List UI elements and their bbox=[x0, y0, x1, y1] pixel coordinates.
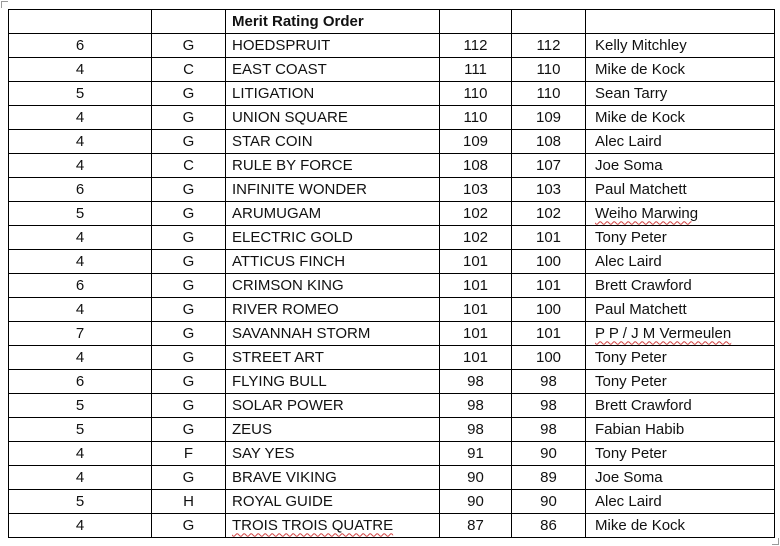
merit-rating-cell[interactable] bbox=[512, 34, 586, 58]
trainer-cell[interactable] bbox=[586, 130, 775, 154]
table-row bbox=[9, 514, 775, 538]
horse-name-cell[interactable] bbox=[226, 82, 440, 106]
sex-cell[interactable] bbox=[152, 490, 226, 514]
rating-cell[interactable] bbox=[440, 202, 512, 226]
table-row bbox=[9, 394, 775, 418]
trainer-cell-text: Kelly Mitchley bbox=[595, 36, 687, 54]
table-row bbox=[9, 346, 775, 370]
horse-name-cell-text: RIVER ROMEO bbox=[232, 300, 339, 318]
age-cell[interactable] bbox=[9, 178, 152, 202]
age-cell[interactable] bbox=[9, 298, 152, 322]
sex-cell-text: C bbox=[183, 60, 194, 78]
rating-cell-text: 111 bbox=[464, 60, 487, 78]
sex-cell-text: G bbox=[182, 180, 195, 198]
trainer-cell-text: Tony Peter bbox=[595, 444, 667, 462]
trainer-cell[interactable] bbox=[586, 58, 775, 82]
rating-cell-text: 98 bbox=[467, 372, 484, 390]
rating-cell[interactable] bbox=[440, 130, 512, 154]
sex-cell-text: G bbox=[182, 348, 195, 366]
trainer-cell-text: Mike de Kock bbox=[595, 516, 686, 534]
age-cell-text: 6 bbox=[75, 180, 85, 198]
horse-name-cell[interactable] bbox=[226, 394, 440, 418]
merit-rating-cell[interactable] bbox=[512, 250, 586, 274]
merit-rating-cell-text: 101 bbox=[535, 276, 562, 294]
sex-cell-text: G bbox=[182, 204, 195, 222]
age-cell[interactable] bbox=[9, 514, 152, 538]
table-row bbox=[9, 154, 775, 178]
sex-cell[interactable] bbox=[152, 106, 226, 130]
horse-name-cell[interactable] bbox=[226, 202, 440, 226]
sex-cell[interactable] bbox=[152, 466, 226, 490]
trainer-cell-text: Sean Tarry bbox=[595, 84, 668, 102]
age-cell-text: 4 bbox=[75, 444, 85, 462]
sex-cell[interactable] bbox=[152, 34, 226, 58]
merit-rating-cell[interactable] bbox=[512, 226, 586, 250]
sex-cell[interactable] bbox=[152, 82, 226, 106]
age-cell[interactable] bbox=[9, 250, 152, 274]
rating-cell[interactable] bbox=[440, 514, 512, 538]
sex-cell-text: G bbox=[182, 108, 195, 126]
horse-name-cell-text: UNION SQUARE bbox=[232, 108, 348, 126]
merit-rating-cell-text: 98 bbox=[540, 396, 557, 414]
horse-name-cell-text: INFINITE WONDER bbox=[232, 180, 367, 198]
sex-cell[interactable] bbox=[152, 346, 226, 370]
table-body bbox=[9, 10, 775, 538]
age-cell-text: 4 bbox=[75, 156, 85, 174]
age-cell-text: 4 bbox=[75, 228, 85, 246]
header-cell-age[interactable] bbox=[9, 10, 152, 34]
trainer-cell-text: Paul Matchett bbox=[595, 180, 687, 198]
age-cell[interactable] bbox=[9, 442, 152, 466]
sex-cell[interactable] bbox=[152, 370, 226, 394]
trainer-cell-text: Brett Crawford bbox=[595, 396, 692, 414]
trainer-cell[interactable] bbox=[586, 322, 775, 346]
merit-rating-cell-text: 110 bbox=[536, 60, 561, 78]
sex-cell-text: F bbox=[183, 444, 194, 462]
merit-rating-cell[interactable] bbox=[512, 58, 586, 82]
header-cell-rating[interactable] bbox=[440, 10, 512, 34]
sex-cell-text: G bbox=[182, 372, 195, 390]
rating-cell-text: 91 bbox=[467, 444, 484, 462]
trainer-cell[interactable] bbox=[586, 34, 775, 58]
sex-cell-text: G bbox=[182, 516, 195, 534]
sex-cell-text: G bbox=[182, 252, 195, 270]
rating-cell[interactable] bbox=[440, 394, 512, 418]
rating-cell-text: 101 bbox=[462, 324, 489, 342]
sex-cell-text: C bbox=[183, 156, 194, 174]
table-move-handle[interactable] bbox=[1, 1, 8, 8]
merit-rating-cell-text: 107 bbox=[535, 156, 562, 174]
sex-cell-text: G bbox=[182, 36, 195, 54]
horse-name-cell-text: ELECTRIC GOLD bbox=[232, 228, 353, 246]
merit-rating-cell[interactable] bbox=[512, 322, 586, 346]
age-cell[interactable] bbox=[9, 226, 152, 250]
merit-rating-cell-text: 108 bbox=[535, 132, 562, 150]
horse-name-cell[interactable] bbox=[226, 370, 440, 394]
merit-rating-cell-text: 98 bbox=[540, 420, 557, 438]
table-row bbox=[9, 418, 775, 442]
sex-cell[interactable] bbox=[152, 418, 226, 442]
trainer-cell[interactable] bbox=[586, 250, 775, 274]
rating-cell[interactable] bbox=[440, 442, 512, 466]
sex-cell[interactable] bbox=[152, 202, 226, 226]
age-cell[interactable] bbox=[9, 274, 152, 298]
table-row bbox=[9, 130, 775, 154]
age-cell[interactable] bbox=[9, 466, 152, 490]
trainer-cell-text: Mike de Kock bbox=[595, 60, 686, 78]
sex-cell-text: G bbox=[182, 132, 195, 150]
trainer-cell[interactable] bbox=[586, 274, 775, 298]
rating-cell[interactable] bbox=[440, 106, 512, 130]
rating-cell[interactable] bbox=[440, 418, 512, 442]
sex-cell-text: H bbox=[183, 492, 194, 510]
horse-name-cell[interactable] bbox=[226, 466, 440, 490]
table-row bbox=[9, 490, 775, 514]
trainer-cell-text: Joe Soma bbox=[595, 156, 663, 174]
trainer-cell[interactable] bbox=[586, 442, 775, 466]
merit-rating-cell[interactable] bbox=[512, 346, 586, 370]
sex-cell[interactable] bbox=[152, 274, 226, 298]
merit-rating-cell[interactable] bbox=[512, 298, 586, 322]
rating-cell-text: 102 bbox=[462, 228, 489, 246]
trainer-cell[interactable] bbox=[586, 202, 775, 226]
horse-name-cell-text: CRIMSON KING bbox=[232, 276, 344, 294]
rating-cell[interactable] bbox=[440, 298, 512, 322]
age-cell-text: 4 bbox=[75, 60, 85, 78]
horse-name-cell[interactable] bbox=[226, 490, 440, 514]
merit-rating-cell[interactable] bbox=[512, 370, 586, 394]
age-cell-text: 4 bbox=[75, 468, 85, 486]
horse-name-cell[interactable] bbox=[226, 178, 440, 202]
rating-cell-text: 102 bbox=[462, 204, 489, 222]
sex-cell-text: G bbox=[182, 276, 195, 294]
horse-name-cell-text: STREET ART bbox=[232, 348, 324, 366]
trainer-cell-text: Tony Peter bbox=[595, 228, 667, 246]
age-cell-text: 5 bbox=[75, 84, 85, 102]
merit-rating-cell[interactable] bbox=[512, 442, 586, 466]
horse-name-cell-text: BRAVE VIKING bbox=[232, 468, 337, 486]
age-cell[interactable] bbox=[9, 322, 152, 346]
merit-rating-cell-text: 100 bbox=[535, 300, 562, 318]
merit-rating-cell[interactable] bbox=[512, 154, 586, 178]
horse-name-cell[interactable] bbox=[226, 226, 440, 250]
table-row bbox=[9, 298, 775, 322]
header-cell-sex[interactable] bbox=[152, 10, 226, 34]
rating-cell-text: 87 bbox=[467, 516, 484, 534]
table-title[interactable]: Merit Rating Order bbox=[226, 10, 440, 34]
sex-cell[interactable] bbox=[152, 298, 226, 322]
sex-cell[interactable] bbox=[152, 322, 226, 346]
trainer-cell-text: Weiho Marwing bbox=[595, 204, 699, 222]
trainer-cell-text: Brett Crawford bbox=[595, 276, 692, 294]
age-cell[interactable] bbox=[9, 82, 152, 106]
sex-cell[interactable] bbox=[152, 226, 226, 250]
trainer-cell-text: Tony Peter bbox=[595, 348, 667, 366]
table-row bbox=[9, 106, 775, 130]
trainer-cell-text: Alec Laird bbox=[595, 252, 662, 270]
merit-rating-cell-text: 110 bbox=[536, 84, 561, 102]
horse-name-cell[interactable] bbox=[226, 346, 440, 370]
horse-name-cell[interactable] bbox=[226, 130, 440, 154]
merit-rating-cell[interactable] bbox=[512, 514, 586, 538]
merit-rating-cell[interactable] bbox=[512, 274, 586, 298]
trainer-cell[interactable] bbox=[586, 418, 775, 442]
rating-cell-text: 108 bbox=[462, 156, 489, 174]
merit-rating-cell[interactable] bbox=[512, 178, 586, 202]
merit-rating-cell-text: 100 bbox=[535, 348, 562, 366]
sex-cell-text: G bbox=[182, 84, 195, 102]
sex-cell-text: G bbox=[182, 324, 195, 342]
merit-rating-cell-text: 102 bbox=[535, 204, 562, 222]
rating-cell[interactable] bbox=[440, 322, 512, 346]
rating-cell[interactable] bbox=[440, 370, 512, 394]
merit-rating-table bbox=[8, 9, 775, 538]
rating-cell[interactable] bbox=[440, 34, 512, 58]
horse-name-cell[interactable] bbox=[226, 514, 440, 538]
age-cell[interactable] bbox=[9, 394, 152, 418]
sex-cell[interactable] bbox=[152, 250, 226, 274]
trainer-cell-text: Joe Soma bbox=[595, 468, 663, 486]
age-cell[interactable] bbox=[9, 106, 152, 130]
horse-name-cell-text: SAVANNAH STORM bbox=[232, 324, 371, 342]
merit-rating-cell[interactable] bbox=[512, 82, 586, 106]
rating-cell-text: 109 bbox=[462, 132, 489, 150]
age-cell[interactable] bbox=[9, 370, 152, 394]
horse-name-cell-text: ROYAL GUIDE bbox=[232, 492, 333, 510]
merit-rating-cell-text: 103 bbox=[535, 180, 562, 198]
horse-name-cell[interactable] bbox=[226, 250, 440, 274]
rating-cell-text: 103 bbox=[462, 180, 489, 198]
table-row bbox=[9, 82, 775, 106]
rating-cell[interactable] bbox=[440, 154, 512, 178]
table-row bbox=[9, 202, 775, 226]
trainer-cell[interactable] bbox=[586, 346, 775, 370]
rating-cell[interactable] bbox=[440, 274, 512, 298]
sex-cell-text: G bbox=[182, 420, 195, 438]
age-cell-text: 4 bbox=[75, 108, 85, 126]
rating-cell[interactable] bbox=[440, 178, 512, 202]
horse-name-cell[interactable] bbox=[226, 322, 440, 346]
sex-cell-text: G bbox=[182, 468, 195, 486]
rating-cell-text: 110 bbox=[463, 108, 488, 126]
merit-rating-cell[interactable] bbox=[512, 106, 586, 130]
age-cell[interactable] bbox=[9, 346, 152, 370]
age-cell-text: 4 bbox=[75, 516, 85, 534]
horse-name-cell-text: LITIGATION bbox=[232, 84, 315, 102]
age-cell-text: 4 bbox=[75, 348, 85, 366]
trainer-cell[interactable] bbox=[586, 106, 775, 130]
rating-cell-text: 101 bbox=[462, 252, 489, 270]
horse-name-cell-text: SOLAR POWER bbox=[232, 396, 344, 414]
merit-rating-cell-text: 98 bbox=[540, 372, 557, 390]
trainer-cell-text: Fabian Habib bbox=[595, 420, 685, 438]
trainer-cell[interactable] bbox=[586, 154, 775, 178]
table-row bbox=[9, 322, 775, 346]
trainer-cell-text: Alec Laird bbox=[595, 132, 662, 150]
merit-rating-cell-text: 90 bbox=[540, 492, 557, 510]
merit-rating-cell[interactable] bbox=[512, 466, 586, 490]
sex-cell[interactable] bbox=[152, 394, 226, 418]
trainer-cell[interactable] bbox=[586, 466, 775, 490]
sex-cell[interactable] bbox=[152, 514, 226, 538]
merit-rating-cell-text: 101 bbox=[535, 228, 562, 246]
rating-cell-text: 112 bbox=[463, 36, 488, 54]
horse-name-cell[interactable] bbox=[226, 58, 440, 82]
horse-name-cell[interactable] bbox=[226, 418, 440, 442]
rating-cell-text: 98 bbox=[467, 396, 484, 414]
age-cell-text: 6 bbox=[75, 36, 85, 54]
trainer-cell[interactable] bbox=[586, 394, 775, 418]
horse-name-cell[interactable] bbox=[226, 442, 440, 466]
age-cell[interactable] bbox=[9, 202, 152, 226]
rating-cell[interactable] bbox=[440, 226, 512, 250]
sex-cell[interactable] bbox=[152, 178, 226, 202]
age-cell-text: 4 bbox=[75, 300, 85, 318]
merit-rating-cell[interactable] bbox=[512, 130, 586, 154]
rating-cell[interactable] bbox=[440, 346, 512, 370]
rating-cell-text: 98 bbox=[467, 420, 484, 438]
rating-cell[interactable] bbox=[440, 250, 512, 274]
table-row bbox=[9, 34, 775, 58]
trainer-cell-text: Alec Laird bbox=[595, 492, 662, 510]
age-cell-text: 7 bbox=[75, 324, 85, 342]
table-row bbox=[9, 58, 775, 82]
horse-name-cell-text: HOEDSPRUIT bbox=[232, 36, 331, 54]
table-row bbox=[9, 466, 775, 490]
age-cell-text: 5 bbox=[75, 204, 85, 222]
age-cell-text: 5 bbox=[75, 492, 85, 510]
rating-cell-text: 110 bbox=[463, 84, 488, 102]
rating-cell[interactable] bbox=[440, 466, 512, 490]
horse-name-cell-text: ARUMUGAM bbox=[232, 204, 322, 222]
age-cell[interactable] bbox=[9, 130, 152, 154]
age-cell[interactable] bbox=[9, 154, 152, 178]
trainer-cell[interactable] bbox=[586, 178, 775, 202]
age-cell[interactable] bbox=[9, 490, 152, 514]
merit-rating-cell-text: 86 bbox=[540, 516, 557, 534]
rating-cell-text: 90 bbox=[467, 492, 484, 510]
merit-rating-cell-text: 101 bbox=[535, 324, 562, 342]
merit-rating-cell-text: 109 bbox=[535, 108, 562, 126]
trainer-cell[interactable] bbox=[586, 370, 775, 394]
merit-rating-cell[interactable] bbox=[512, 202, 586, 226]
table-row bbox=[9, 226, 775, 250]
age-cell-text: 6 bbox=[75, 276, 85, 294]
trainer-cell[interactable] bbox=[586, 298, 775, 322]
header-cell-trainer[interactable] bbox=[586, 10, 775, 34]
merit-rating-cell[interactable] bbox=[512, 490, 586, 514]
rating-cell[interactable] bbox=[440, 82, 512, 106]
sex-cell-text: G bbox=[182, 228, 195, 246]
sex-cell-text: G bbox=[182, 300, 195, 318]
horse-name-cell[interactable] bbox=[226, 154, 440, 178]
horse-name-cell[interactable] bbox=[226, 298, 440, 322]
merit-rating-cell-text: 89 bbox=[540, 468, 557, 486]
age-cell-text: 5 bbox=[75, 420, 85, 438]
merit-rating-cell-text: 100 bbox=[535, 252, 562, 270]
horse-name-cell[interactable] bbox=[226, 34, 440, 58]
age-cell-text: 6 bbox=[75, 372, 85, 390]
horse-name-cell-text: ATTICUS FINCH bbox=[232, 252, 346, 270]
age-cell-text: 4 bbox=[75, 132, 85, 150]
rating-cell[interactable] bbox=[440, 58, 512, 82]
age-cell[interactable] bbox=[9, 418, 152, 442]
trainer-cell[interactable] bbox=[586, 82, 775, 106]
sex-cell[interactable] bbox=[152, 58, 226, 82]
age-cell[interactable] bbox=[9, 58, 152, 82]
rating-cell[interactable] bbox=[440, 490, 512, 514]
age-cell[interactable] bbox=[9, 34, 152, 58]
merit-rating-cell[interactable] bbox=[512, 394, 586, 418]
rating-cell-text: 101 bbox=[462, 348, 489, 366]
trainer-cell-text: Paul Matchett bbox=[595, 300, 687, 318]
horse-name-cell[interactable] bbox=[226, 274, 440, 298]
horse-name-cell-text: SAY YES bbox=[232, 444, 295, 462]
table-row bbox=[9, 178, 775, 202]
horse-name-cell-text: STAR COIN bbox=[232, 132, 313, 150]
rating-cell-text: 101 bbox=[462, 276, 489, 294]
trainer-cell[interactable] bbox=[586, 514, 775, 538]
horse-name-cell[interactable] bbox=[226, 106, 440, 130]
horse-name-cell-text: TROIS TROIS QUATRE bbox=[232, 516, 394, 534]
table-row bbox=[9, 250, 775, 274]
age-cell-text: 5 bbox=[75, 396, 85, 414]
table-row bbox=[9, 370, 775, 394]
trainer-cell-text: P P / J M Vermeulen bbox=[595, 324, 732, 342]
merit-rating-cell[interactable] bbox=[512, 418, 586, 442]
table-header-row bbox=[9, 10, 775, 34]
horse-name-cell-text: FLYING BULL bbox=[232, 372, 327, 390]
merit-rating-cell-text: 112 bbox=[536, 36, 561, 54]
merit-rating-cell-text: 90 bbox=[540, 444, 557, 462]
sex-cell[interactable] bbox=[152, 442, 226, 466]
sex-cell[interactable] bbox=[152, 154, 226, 178]
trainer-cell-text: Mike de Kock bbox=[595, 108, 686, 126]
trainer-cell-text: Tony Peter bbox=[595, 372, 667, 390]
table-row bbox=[9, 442, 775, 466]
trainer-cell[interactable] bbox=[586, 226, 775, 250]
age-cell-text: 4 bbox=[75, 252, 85, 270]
sex-cell[interactable] bbox=[152, 130, 226, 154]
rating-cell-text: 101 bbox=[462, 300, 489, 318]
rating-cell-text: 90 bbox=[467, 468, 484, 486]
horse-name-cell-text: RULE BY FORCE bbox=[232, 156, 353, 174]
horse-name-cell-text: ZEUS bbox=[232, 420, 273, 438]
header-cell-merit[interactable] bbox=[512, 10, 586, 34]
sex-cell-text: G bbox=[182, 396, 195, 414]
trainer-cell[interactable] bbox=[586, 490, 775, 514]
table-resize-handle[interactable] bbox=[772, 538, 779, 545]
table-row bbox=[9, 274, 775, 298]
horse-name-cell-text: EAST COAST bbox=[232, 60, 327, 78]
